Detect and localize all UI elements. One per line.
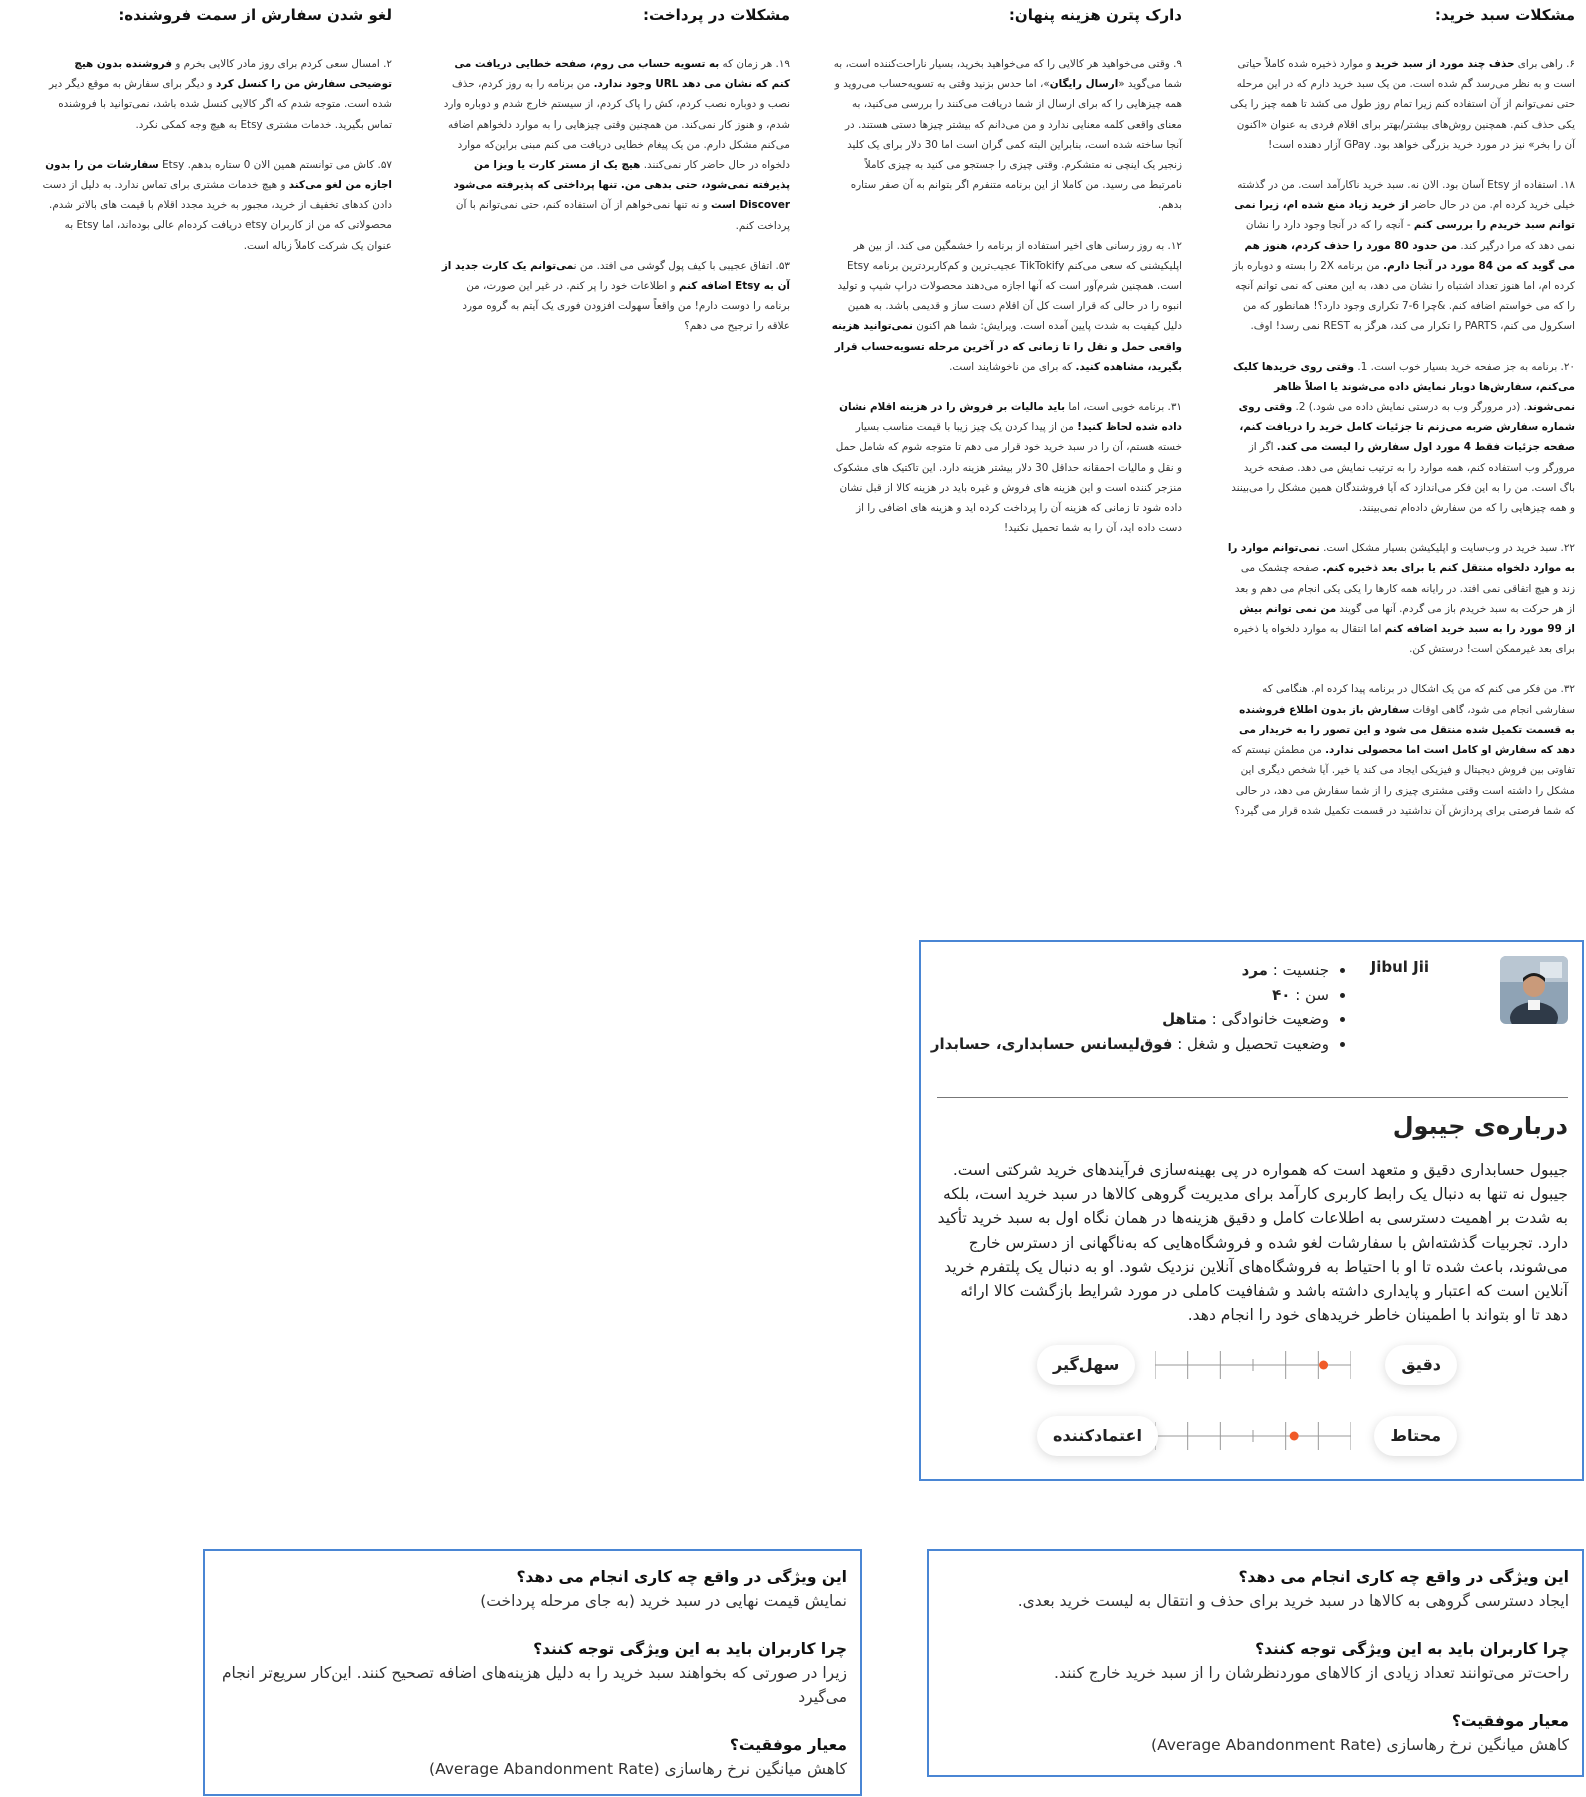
trait-left-label: اعتمادکننده bbox=[1037, 1416, 1158, 1456]
persona-attributes bbox=[931, 958, 1347, 1056]
persona-card bbox=[919, 940, 1584, 1481]
trait-left-label: سهل‌گیر bbox=[1037, 1345, 1135, 1385]
review-paragraph: ۲۰. برنامه به جز صفحه خرید بسیار خوب است. 1. وقتی روی خریدها کلیک می‌کنم، سفارش‌ها دوبار نمایش داده می‌شوند یا اصلاً ظاهر نمی‌شوند. (در مرورگر وب به درستی نمایش داده می شود.) 2. وقتی روی شماره سفارش ضربه می‌زنم تا جزئیات کامل خرید را دریافت کنم، صفحه جزئیات فقط 4 مورد اول سفارش را لیست می کند. اگر از مرورگر وب استفاده کنم، همه موارد را به ترتیب نمایش می دهد. صفحه خرید باگ است. من را به این فکر می‌اندازد که آیا فروشندگان همین مشکل را می‌بینند و همه چیزهایی را که من سفارش داده‌ام نمی‌بینند. bbox=[1231, 360, 1575, 515]
column-title: دارک پترن هزینه پنهان: bbox=[1008, 6, 1182, 24]
feature-answer: زیرا در صورتی که بخواهند سبد خرید را به دلیل هزینه‌های اضافه تصحیح کنند. این‌کار سریع‌تر انجام می‌گیرد bbox=[221, 1664, 847, 1706]
review-paragraph: ۱۲. به روز رسانی های اخیر استفاده از برنامه را خشمگین می کند. از بین هر اپلیکیشنی که سعی می‌کنم TikTokify عجیب‌ترین و کم‌کاربردترین برنامه Etsy است. همچنین شرم‌آور است که آنها اجازه می‌دهند محصولات دراپ شیپ و تولید انبوه را در حالی که قرار است کل آن اقلام دست ساز و قدیمی باشد. به همین دلیل کیفیت به شدت پایین آمده است. ویرایش: شما هم اکنون نمی‌توانید هزینه واقعی حمل و نقل را تا زمانی که در آخرین مرحله تسویه‌حساب قرار بگیرید، مشاهده کنید. که برای من ناخوشایند است. bbox=[831, 239, 1182, 373]
column-payment-problems bbox=[438, 6, 790, 357]
review-paragraph: ۵۳. اتفاق عجیبی با کیف پول گوشی می افتد. من نمی‌توانم یک کارت جدید از آن به Etsy اضافه کنم و اطلاعات خود را پر کنم. در غیر این صورت، من برنامه را دوست دارم! من واقعاً سهولت افزودن فوری یک آیتم به گروه مورد علاقه را ترجیح می دهم؟ bbox=[441, 259, 790, 333]
review-paragraph: ۲. امسال سعی کردم برای روز مادر کالایی بخرم و فروشنده بدون هیچ توضیحی سفارش من را کنسل کرد و دیگر برای سفارش به موقع دیگر دیر شده است. متوجه شدم که اگر کالایی کنسل شده باشد، نمی‌توانید با فروشنده تماس بگیرید. خدمات مشتری Etsy به هیچ وجه کمکی نکرد. bbox=[48, 58, 392, 131]
column-title: مشکلات در پرداخت: bbox=[642, 6, 790, 24]
attr-gender: • جنسیت : مرد bbox=[931, 958, 1329, 983]
review-paragraph: ۲۲. سبد خرید در وب‌سایت و اپلیکیشن بسیار مشکل است. نمی‌توانم موارد را به موارد دلخواه منتقل کنم یا برای بعد ذخیره کنم. صفحه چشمک می زند و هیچ اتفاقی نمی افتد. در رایانه همه کارها را یکی یکی انجام می دهم و بعد از هر حرکت به سبد خریدم باز می گردم. آنها می گویند من نمی توانم بیش از 99 مورد را به سبد خرید اضافه کنم اما انتقال به موارد دلخواه یا ذخیره برای بعد غیرممکن است! درستش کن. bbox=[1227, 542, 1575, 656]
about-text: جیبول حسابداری دقیق و متعهد است که همواره در پی بهینه‌سازی فرآیندهای خرید شرکتی است. جیبول نه تنها به دنبال یک رابط کاربری کارآمد برای مدیریت گروهی کالاها در سبد خرید است، بلکه به شدت بر اهمیت دسترسی به اطلاعات کامل و دقیق هزینه‌ها در همان نگاه اول به سبد خرید تأکید دارد. تجربیات گذشته‌اش با سفارشات لغو شده و فروشگاه‌هایی که به‌ناگهانی از دسترس خارج می‌شوند، باعث شده تا او با احتیاط به فروشگاه‌های آنلاین نزدیک شود. او به دنبال یک پلتفرم خرید آنلاین است که اعتبار و پایداری داشته باشد و شفافیت کاملی در مورد شرایط بازگشت کالا ارائه دهد تا او بتواند با اطمینان خاطر خریدهای خود را انجام دهد. bbox=[937, 1161, 1568, 1325]
feature-answer: ایجاد دسترسی گروهی به کالاها در سبد خرید برای حذف و انتقال به لیست خرید بعدی. bbox=[1017, 1592, 1569, 1610]
column-hidden-cost bbox=[830, 6, 1182, 558]
review-paragraph: ۳۲. من فکر می کنم که من یک اشکال در برنامه پیدا کرده ام. هنگامی که سفارشی انجام می شود، گاهی اوقات سفارش باز بدون اطلاع فروشنده به قسمت تکمیل شده منتقل می شود و این تصور را به خریدار می دهد که سفارش او کامل است اما محصولی ندارد. من مطمئن نیستم که تفاوتی بین فروش دیجیتال و فیزیکی ایجاد می کند یا خیر. آیا شخص دیگری این مشکل را داشته است وقتی مشتری چیزی را از شما سفارش می دهد، در حالی که شما فرصتی برای پردازش آن نداشتید در قسمت تکمیل شده قرار می گیرد؟ bbox=[1231, 683, 1575, 817]
trait-track bbox=[1155, 1420, 1351, 1452]
feature-question: معیار موفقیت؟ bbox=[1451, 1712, 1569, 1730]
feature-answer: راحت‌تر می‌توانند تعداد زیادی از کالاهای موردنظرشان را از سبد خرید خارج کنند. bbox=[1054, 1664, 1569, 1682]
review-paragraph: ۱۸. استفاده از Etsy آسان بود. الان نه. سبد خرید ناکارآمد است. من در گذشته خیلی خرید کرده ام. من در حال حاضر از خرید زیاد منع شده ام، زیرا نمی توانم سبد خریدم را بررسی کنم - آنچه را که در آنجا وجود دارد را نشان نمی دهد که مرا درگیر کند. من حدود 80 مورد را حذف کردم، هنوز هم می گوید که من 84 مورد در آنجا دارم. من برنامه 2X را بسته و دوباره باز کرده ام، اما هنوز تعداد اشتباه را نشان می دهد، به این معنی که نمی توانم آنچه را که می خواستم اضافه کنم. &چرا 6-7 تکراری وجود دارد؟! همانطور که من اسکرول می کنم، PARTS را تکرار می کند، هرگز به REST نمی رسد! اوف. bbox=[1232, 179, 1575, 333]
avatar bbox=[1500, 956, 1568, 1024]
review-paragraph: ۳۱. برنامه خوبی است، اما باید مالیات بر فروش را در هزینه اقلام نشان داده شده لحاظ کنید! من از پیدا کردن یک چیز زیبا با قیمت مناسب بسیار خسته هستم، آن را در سبد خرید خود قرار می دهم تا متوجه شوم که شامل حمل و نقل و مالیات احمقانه حداقل 30 دلار بیشتر هزینه دارد. این تاکتیک های مشکوک منزجر کننده است و این هزینه های فروش و غیره باید در هزینه کالا از قبل نشان داده شود تا زمانی که هزینه آن را پرداخت کرده اید و هزینه های اضافی را از دست داده اید، آن را به شما تحمیل نکنید! bbox=[833, 401, 1182, 535]
attr-education-job: • وضعیت تحصیل و شغل : فوق‌لیسانس حسابداری، حسابدار bbox=[931, 1032, 1329, 1057]
review-paragraph: ۹. وقتی می‌خواهید هر کالایی را که می‌خواهید بخرید، بسیار ناراحت‌کننده است، به شما می‌گوید «ارسال رایگان»، اما حدس بزنید وقتی به تسویه‌حساب می‌روید و همه چیزهایی را که برای ارسال از شما دریافت می‌کنند را بررسی می‌کنید، به معنای واقعی کلمه معنایی ندارد و من می‌دانم که بیشتر چیزها دستی هستند. در آنجا ساخته شده است، بنابراین البته کمی گران است اما 30 دلار برای یک کلید زنجیر یک اینچی نه متشکرم. وقتی چیزی را جستجو می کنید به چیزی کاملاً نامرتبط می رسید. من کاملا از این برنامه متنفرم اگر بتوانم به آن صفر ستاره بدهم. bbox=[833, 58, 1182, 212]
persona-name: Jibul Jii bbox=[1370, 958, 1429, 976]
column-cart-problems bbox=[1227, 6, 1575, 841]
trait-marker bbox=[1319, 1361, 1328, 1370]
feature-question: این ویژگی در واقع چه کاری انجام می دهد؟ bbox=[1238, 1568, 1569, 1586]
feature-box-final-price bbox=[203, 1549, 862, 1796]
attr-marital: • وضعیت خانوادگی : متاهل bbox=[931, 1007, 1329, 1032]
trait-right-label: محتاط bbox=[1374, 1416, 1457, 1456]
feature-box-bulk-cart bbox=[927, 1549, 1584, 1777]
feature-question: این ویژگی در واقع چه کاری انجام می دهد؟ bbox=[516, 1568, 847, 1586]
feature-question: چرا کاربران باید به این ویژگی توجه کنند؟ bbox=[533, 1640, 847, 1658]
trait-track bbox=[1155, 1349, 1351, 1381]
about-title: درباره‌ی جیبول bbox=[1392, 1112, 1568, 1140]
review-paragraph: ۶. راهی برای حذف چند مورد از سبد خرید و موارد ذخیره شده کاملاً حیاتی است و به نظر می‌رسد گم شده است. من یک سبد خرید دارم که در این مرحله حتی نمی‌توانم از آن استفاده کنم زیرا تمام روز طول می کشد تا همه چیز را یکی یکی حذف کنم. همچنین روش‌های بیشتر/بهتر برای اقلام فردی به عنوان «اکنون آن را بخر» نیز در مورد خرید بزرگی خواهد بود. GPay آزار دهنده است! bbox=[1230, 58, 1575, 151]
trait-slider-cautious bbox=[1037, 1416, 1457, 1456]
review-paragraph: ۱۹. هر زمان که به تسویه حساب می روم، صفحه خطایی دریافت می کنم که نشان می دهد URL وجود ندارد. من برنامه را به روز کردم، حذف نصب و دوباره نصب کردم، کش را پاک کردم، از سیستم خارج شدم و دوباره وارد شدم، و هنوز کار نمی‌کند. من همچنین وقتی چیزهایی را به موارد دلخواهم اضافه می‌کنم مشکل دارم. من یک پیغام خطایی دریافت می کنم مبنی براین‌که موارد دلخواه در حال حاضر کار نمی‌کنند. هیچ یک از مستر کارت یا ویزا من پذیرفته نمی‌شود، حتی بدهی من. تنها پرداختی که پذیرفته می‌شود Discover است و نه تنها نمی‌خواهم از آن استفاده کنم، حتی نمی‌توانم با آن پرداخت کنم. bbox=[443, 58, 790, 232]
column-title: لغو شدن سفارش از سمت فروشنده: bbox=[118, 6, 392, 24]
column-seller-cancel bbox=[40, 6, 392, 276]
trait-right-label: دقیق bbox=[1385, 1345, 1457, 1385]
attr-age: • سن : ۴۰ bbox=[931, 983, 1329, 1008]
divider bbox=[937, 1097, 1568, 1098]
trait-marker bbox=[1290, 1432, 1299, 1441]
column-title: مشکلات سبد خرید: bbox=[1434, 6, 1575, 24]
review-paragraph: ۵۷. کاش می توانستم همین الان 0 ستاره بدهم. Etsy سفارشات من را بدون اجازه من لغو می‌کند و هیچ خدمات مشتری برای تماس ندارد. به دلیل از دست دادن کدهای تخفیف از خرید، مجبور به خرید مجدد اقلام با قیمت های بالاتر شدم. محصولاتی که من از کاربران etsy دریافت کرده‌ام عالی بوده‌اند، اما Etsy به عنوان یک شرکت کاملاً زباله است. bbox=[42, 158, 392, 252]
feature-answer: کاهش میانگین نرخ رهاسازی (Average Abandonment Rate) bbox=[1151, 1736, 1569, 1754]
feature-answer: نمایش قیمت نهایی در سبد خرید (به جای مرحله پرداخت) bbox=[480, 1592, 847, 1610]
trait-slider-precise bbox=[1037, 1345, 1457, 1385]
feature-question: چرا کاربران باید به این ویژگی توجه کنند؟ bbox=[1255, 1640, 1569, 1658]
feature-question: معیار موفقیت؟ bbox=[729, 1736, 847, 1754]
feature-answer: کاهش میانگین نرخ رهاسازی (Average Abandonment Rate) bbox=[429, 1760, 847, 1778]
